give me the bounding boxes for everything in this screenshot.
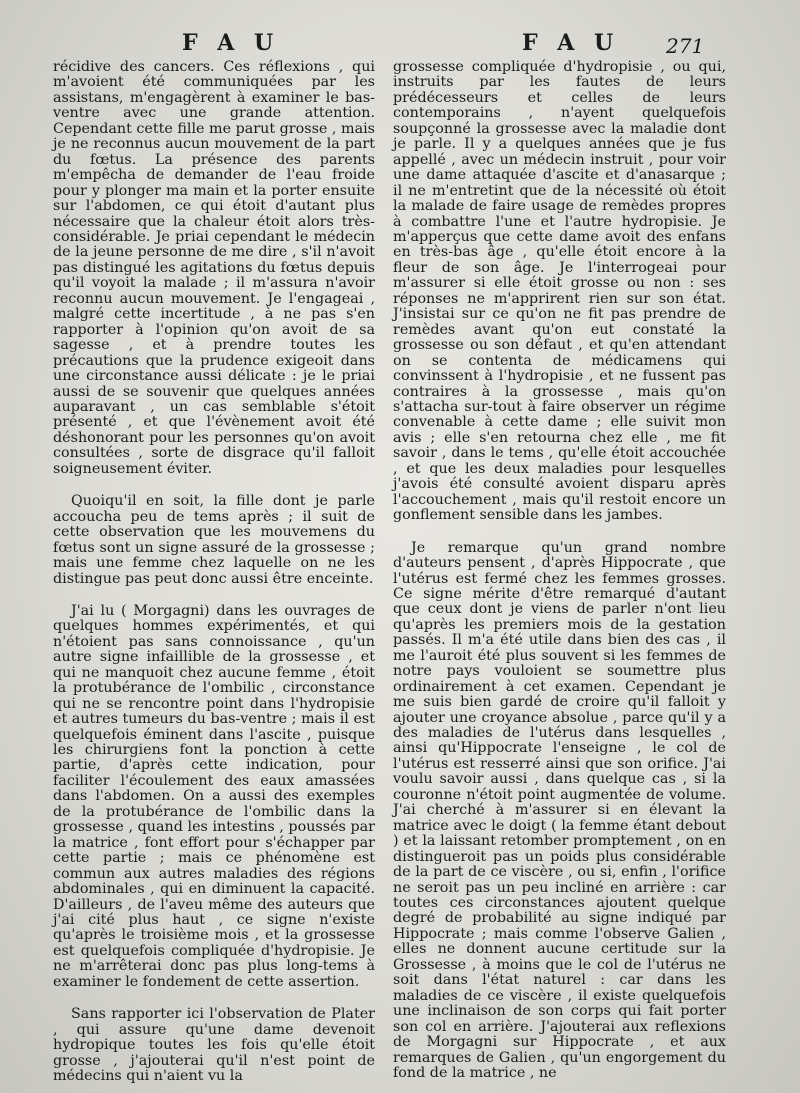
right-paragraph-2: Je remarque qu'un grand nombre d'auteurs pensent , d'après Hippocrate , que l'utérus est fermé chez les femmes grosses. Ce signe mérite d'être remarqué d'autant que ceux dont je viens de parler n'ont lieu qu'après les premiers mois de la gestation passés. Il m'a été utile dans bien des cas , il me l'auroit été plus souvent si les femmes de notre pays vouloient se soumettre plus ordinairement à cet examen. Cependant je me suis bien gardé de croire qu'il falloit y ajouter une croyance absolue , parce qu'il y a des maladies de l'utérus dans lesquelles , ainsi qu'Hippocrate l'enseigne , le col de l'utérus est resserré ainsi que son orifice. J'ai voulu savoir aussi , dans quelque cas , si la couronne n'étoit point augmentée de volume. J'ai cherché à m'assurer si en élevant la matrice avec le doigt ( la femme étant debout ) et la laissant retomber promptement , on en distingueroit pas un poids plus considérable de la part de ce viscère , ou si, enfin , l'orifice ne seroit pas un peu incliné en arrière : car toutes ces circonstances ajoutent quelque degré de probabilité au signe indiqué par Hippocrate ; mais comme l'observe Galien , elles ne donnent aucune certitude sur la Grossesse , à moins que le col de l'utérus ne soit dans l'état naturel : car dans les maladies de ce viscère , il existe quelquefois une inclinaison de son corps qui fait porter son col en arrière. J'ajouterai aux reflexions de Morgagni sur Hippocrate , et aux remarques de Galien , qu'un engorgement du fond de la matrice , ne [393,539,726,1081]
right-running-head: F A U [522,30,620,56]
right-column [393,60,726,1081]
left-paragraph-3: J'ai lu ( Morgagni) dans les ouvrages de quelques hommes expérimentés, et qui n'étoient pas sans connoissance , qu'un autre signe infaillible de la grossesse , et qui ne manquoit chez aucune femme , étoit la protubérance de l'ombilic , circonstance qui ne se rencontre point dans l'hydropisie et autres tumeurs du bas-ventre ; mais il est quelquefois éminent dans l'ascite , puisque les chirurgiens font la ponction à cette partie, d'après cette indication, pour faciliter l'écoulement des eaux amassées dans l'abdomen. On a aussi des exemples de la protubérance de l'ombilic dans la grossesse , quand les intestins , poussés par la matrice , font effort pour s'échapper par cette partie ; mais ce phénomène est commun aux autres maladies des régions abdominales , qui en diminuent la capacité. D'ailleurs , de l'aveu même des auteurs que j'ai cité plus haut , ce signe n'existe qu'après le troisième mois , et la grossesse est quelquefois compliquée d'hydropisie. Je ne m'arrêterai donc pas plus long-tems à examiner le fondement de cette assertion. [53,602,375,990]
left-paragraph-1: récidive des cancers. Ces réflexions , qui m'avoient été communiquées par les assistans, m'engagèrent à examiner le bas-ventre avec une grande attention. Cependant cette fille me parut grosse , mais je ne reconnus aucun mouvement de la part du fœtus. La présence des parents m'empêcha de demander de l'eau froide pour y plonger ma main et la porter ensuite sur l'abdomen, ce qui étoit d'autant plus nécessaire que la chaleur étoit alors très-considérable. Je priai cependant le médecin de la jeune personne de me dire , s'il n'avoit pas distingué les agitations du fœtus depuis qu'il voyoit la malade ; il m'assura n'avoir reconnu aucun mouvement. Je l'engageai , malgré cette incertitude , à ne pas s'en rapporter à l'opinion qu'on avoit de sa sagesse , et à prendre toutes les précautions que la prudence exigeoit dans une circonstance aussi délicate : je le priai aussi de se souvenir que quelques années auparavant , un cas semblable s'étoit présenté , et que l'évènement avoit été déshonorant pour les personnes qu'on avoit consultées , sorte de disgrace qu'il falloit soigneusement éviter. [53,59,375,477]
page-header [0,30,800,60]
page-number: 271 [666,34,705,58]
left-paragraph-4: Sans rapporter ici l'observation de Plater , qui assure qu'une dame devenoit hydropique toutes les fois qu'elle étoit grosse , j'ajouterai qu'il n'est point de médecins qui n'aient vu la [53,1006,375,1085]
left-column [53,60,375,1085]
right-paragraph-1: grossesse compliquée d'hydropisie , ou qui, instruits par les fautes de leurs prédécesseurs et celles de leurs contemporains , n'ayent quelquefois soupçonné la grossesse avec la maladie dont je parle. Il y a quelques années que je fus appellé , avec un médecin instruit , pour voir une dame attaquée d'ascite et d'anasarque ; il ne m'entretint que de la nécessité où étoit la malade de faire usage de remèdes propres à combattre l'une et l'autre hydropisie. Je m'apperçus que cette dame avoit des enfans en très-bas âge , qu'elle étoit encore à la fleur de son âge. Je l'interrogeai pour m'assurer si elle étoit grosse ou non : ses réponses ne m'apprirent rien sur son état. J'insistai sur ce qu'on ne fit pas prendre de remèdes avant qu'on eut constaté la grossesse ou son défaut , et qu'en attendant on se contenta de médicamens qui convinssent à l'hydropisie , et ne fussent pas contraires à la grossesse , mais qu'on s'attacha sur-tout à faire observer un régime convenable à cette dame ; elle suivit mon avis ; elle s'en retourna chez elle , me fit savoir , dans le tems , qu'elle étoit accouchée , et que les deux maladies pour lesquelles j'avois été consulté avoient disparu après l'accouchement , mais qu'il restoit encore un gonflement sensible dans les jambes. [393,59,726,524]
left-paragraph-2: Quoiqu'il en soit, la fille dont je parle accoucha peu de tems après ; il suit de cette observation que les mouvemens du fœtus sont un signe assuré de la grossesse ; mais une femme chez laquelle on ne les distingue pas peut donc aussi être enceinte. [53,493,375,587]
left-running-head: F A U [182,30,280,56]
